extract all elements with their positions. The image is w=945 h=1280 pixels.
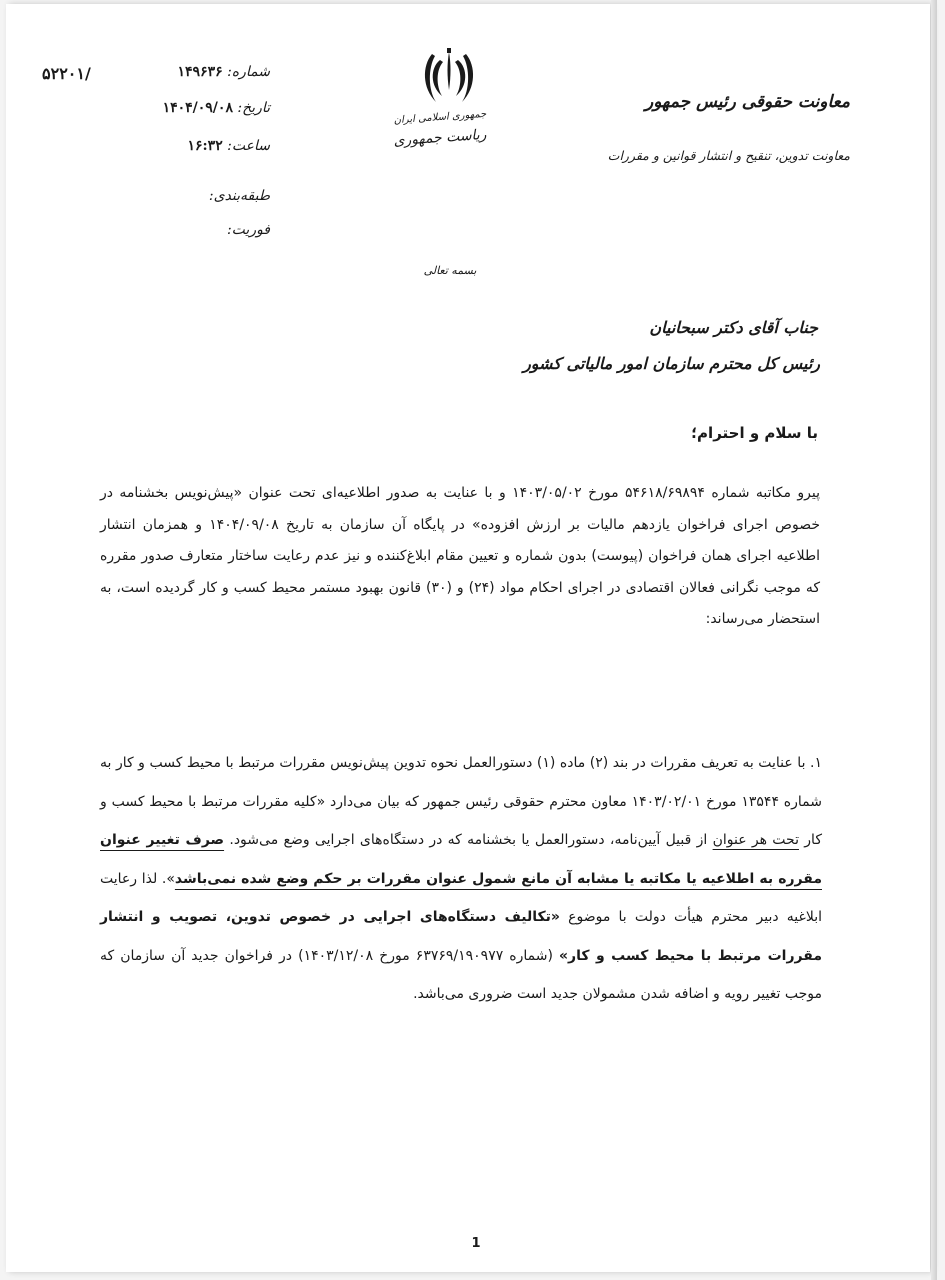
number-field [120,64,270,80]
document-id: ۵۲۲۰۱/ [42,64,91,83]
number-label: شماره: [227,64,270,80]
date-label: تاریخ: [237,100,270,116]
body-item-1 [100,744,822,1014]
item-1-text-b: از قبیل آیین‌نامه، دستورالعمل یا بخشنامه که در دستگاه‌های اجرایی وضع می‌شود. [229,832,708,848]
item-1-bold-title: «تکالیف دستگاه‌های اجرایی در خصوص تدوین، تصویب و انتشار مقررات مرتبط با محیط کسب و کار» [100,909,822,964]
classification-field [120,188,270,204]
salutation: با سلام و احترام؛ [691,424,818,442]
date-field [120,100,270,116]
urgency-label: فوریت: [226,222,270,238]
body-paragraph-1: پیرو مکاتبه شماره ۵۴۶۱۸/۶۹۸۹۴ مورخ ۱۴۰۳/۰۵/۰۲ و با عنایت به صدور اطلاعیه‌ای تحت عنوان «پیش‌نویس بخشنامه در خصوص اجرای فراخوان یازدهم مالیات بر ارزش افزوده» در پایگاه آن سازمان به تاریخ ۱۴۰۴/۰۹/۰۸ و همزمان انتشار اطلاعیه اجرای همان فراخوان (پیوست) بدون شماره و تعیین مقام ابلاغ‌کننده و نیز عدم رعایت ساختار متعارف صدور مقرره که موجب نگرانی فعالان اقتصادی در اجرای احکام مواد (۲۴) و (۳۰) قانون بهبود مستمر محیط کسب و کار گردیده است، به استحضار می‌رساند: [100,485,821,627]
time-label: ساعت: [227,138,270,154]
recipient-name: جناب آقای دکتر سبحانیان [649,318,818,337]
item-1-text-c: ». لذا رعایت ابلاغیه دبیر محترم هیأت دولت با موضوع [100,870,822,925]
office-subtitle: معاونت تدوین، تنقیح و انتشار قوانین و مقررات [607,148,850,163]
urgency-field [120,222,270,238]
item-1-text-d: (شماره ۶۳۷۶۹/۱۹۰۹۷۷ مورخ ۱۴۰۳/۱۲/۰۸) در فراخوان جدید آن سازمان که موجب تغییر رویه و اضافه شدن مشمولان جدید است ضروری می‌باشد. [100,947,822,1002]
recipient-title: رئیس کل محترم سازمان امور مالیاتی کشور [523,354,820,373]
emblem-caption-country: جمهوری اسلامی ایران [393,108,487,127]
time-field [120,138,270,154]
time-value: ۱۶:۳۲ [187,138,223,154]
page-number: 1 [471,1236,481,1251]
classification-label: طبقه‌بندی: [208,188,270,204]
date-value: ۱۴۰۴/۰۹/۰۸ [162,100,233,116]
item-1-text-a: ۱. با عنایت به تعریف مقررات در بند (۲) ماده (۱) دستورالعمل نحوه تدوین پیش‌نویس مقررات مرتبط با محیط کسب و کار به شماره ۱۳۵۴۴ مورخ ۱۴۰۳/۰۲/۰۱ معاون محترم حقوقی رئیس جمهور که بیان می‌دارد «کلیه مقررات مرتبط با محیط کسب و کار [100,755,822,848]
page-edge [931,0,937,1280]
item-1-emphasis: صرف تغییر عنوان مقرره به اطلاعیه یا مکاتبه یا مشابه آن مانع شمول عنوان مقررات بر حکم وضع شده نمی‌باشد [100,832,822,887]
iran-emblem-icon [418,46,480,108]
bismillah: بسمه تعالی [423,264,477,277]
office-title: معاونت حقوقی رئیس جمهور [645,92,850,112]
item-1-underlined-phrase: تحت هر عنوان [712,832,799,848]
number-value: ۱۴۹۶۳۶ [177,64,223,80]
emblem-caption-presidency: ریاست جمهوری [393,126,487,150]
